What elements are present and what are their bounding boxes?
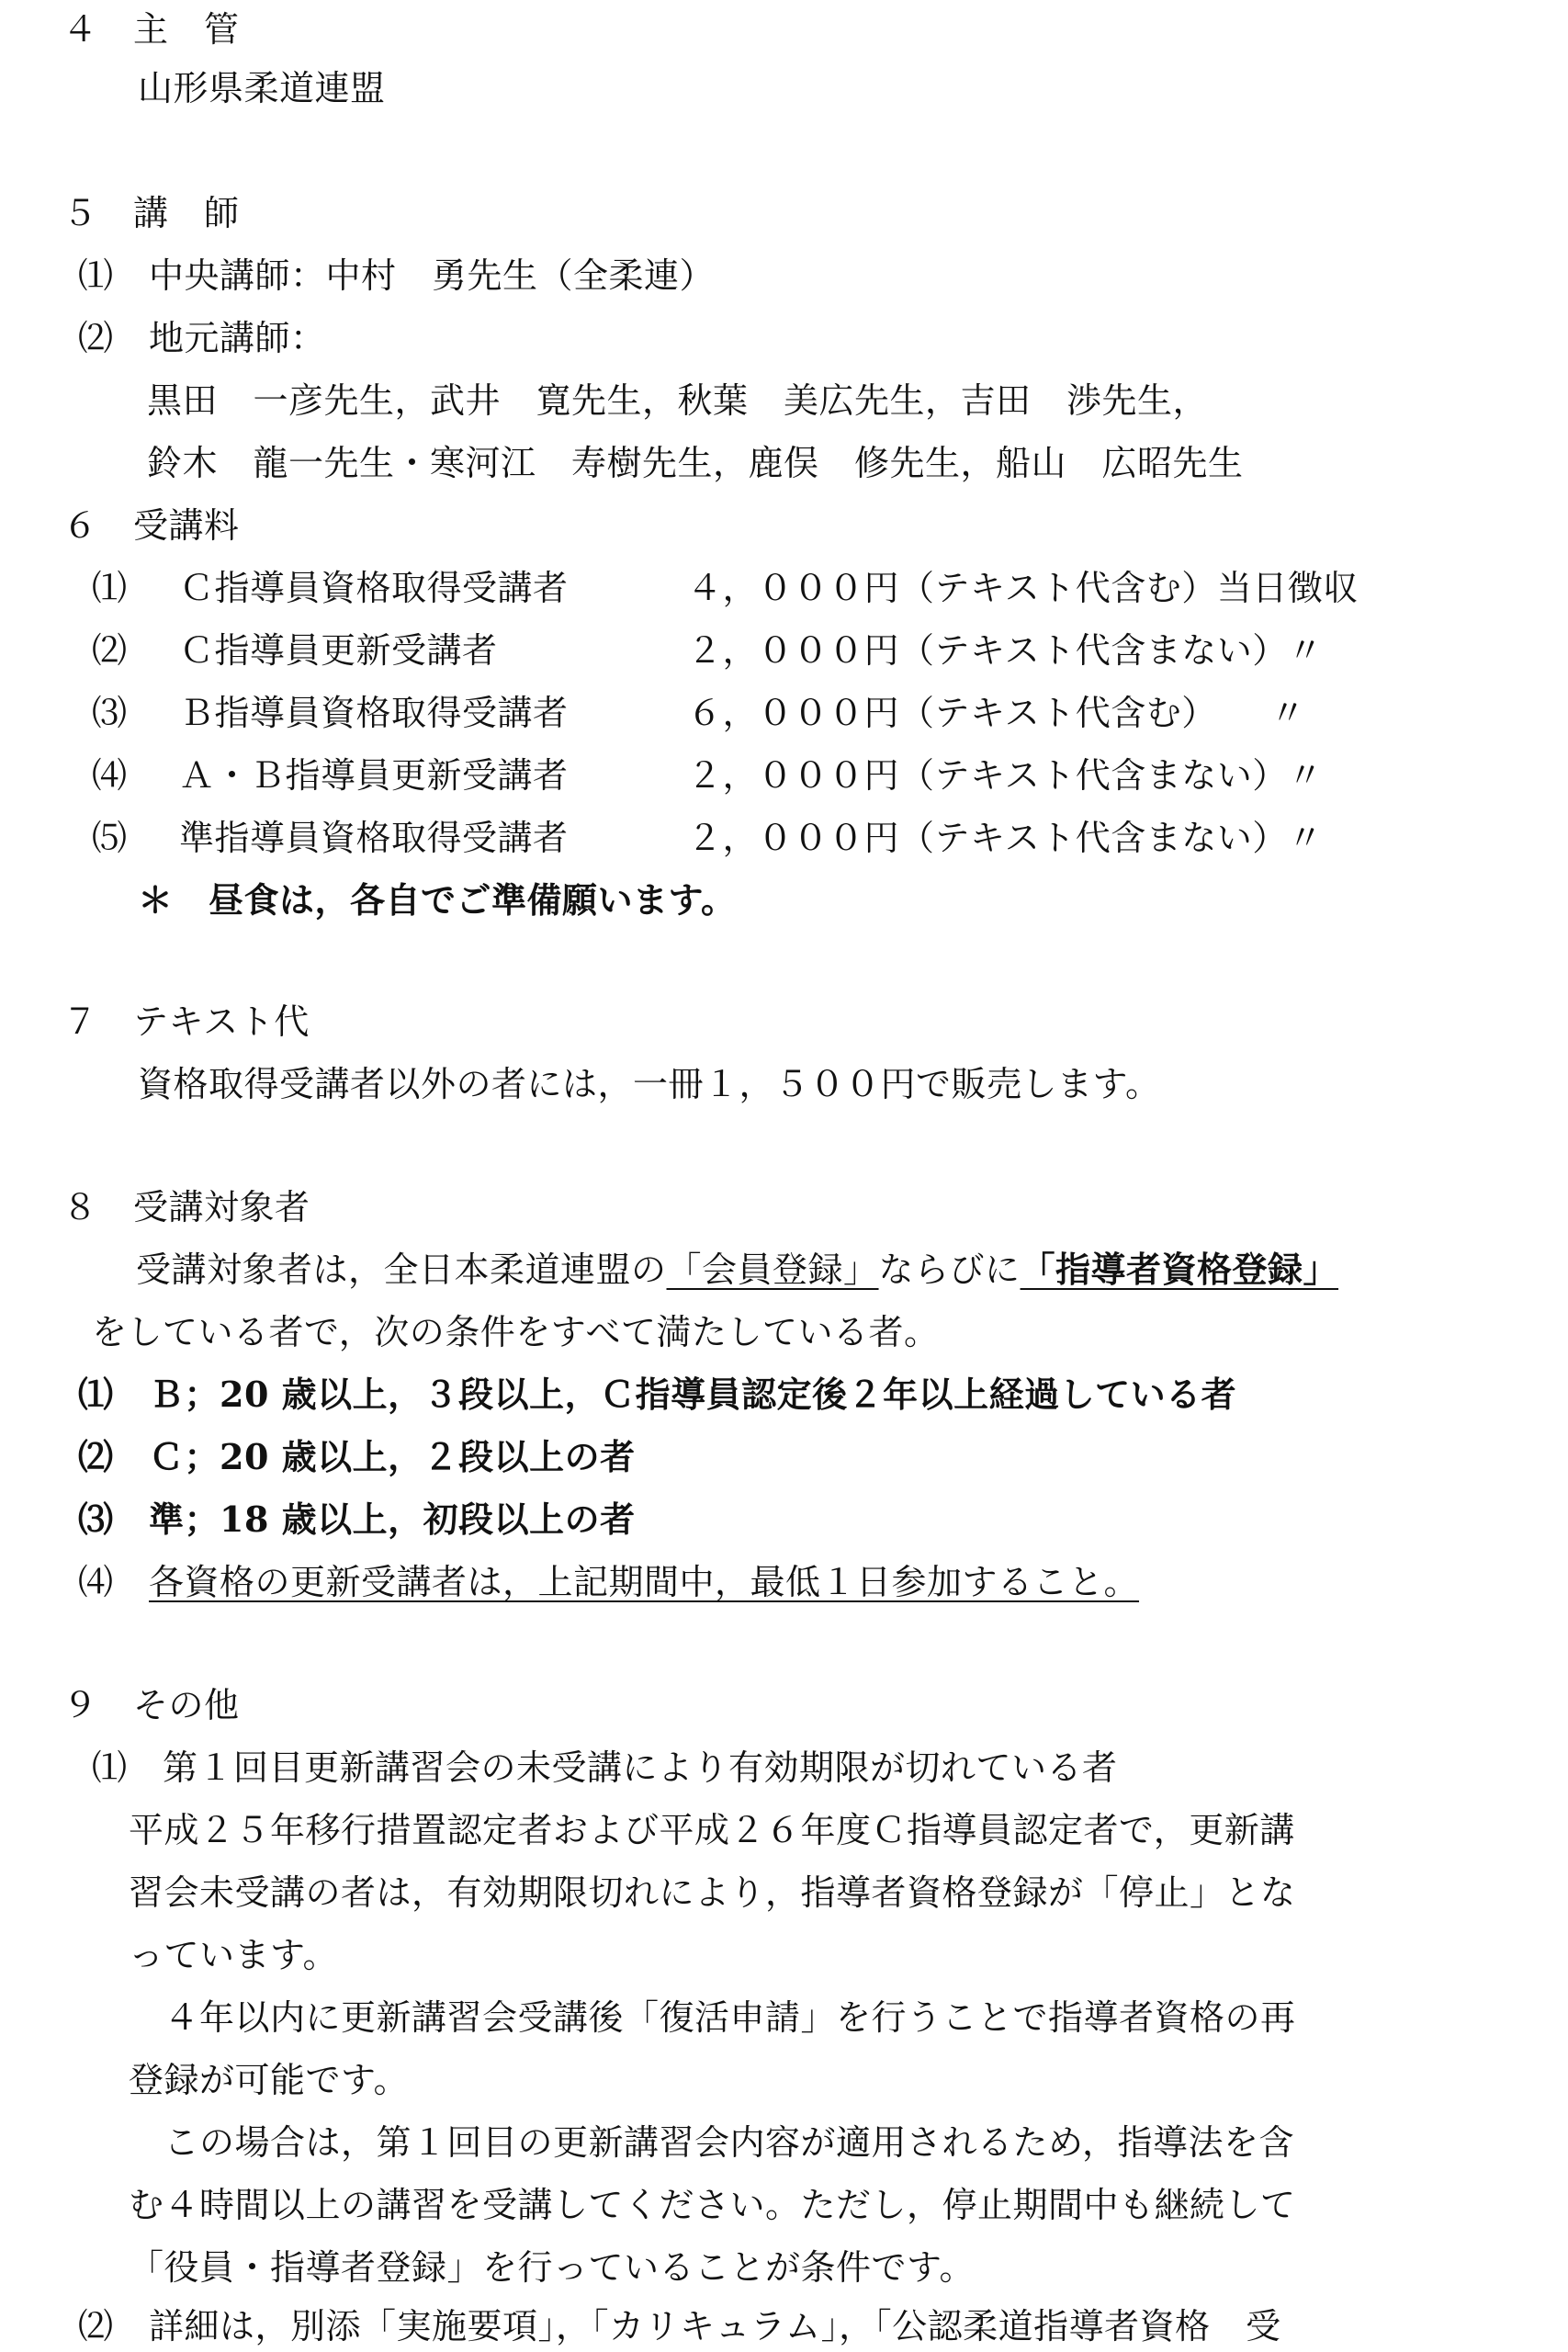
fee-row-number: ⑷: [92, 755, 128, 796]
section-8-intro-line-2: をしている者で，次の条件をすべて満たしている者。: [92, 1312, 940, 1352]
fee-row-name: Ｃ指導員更新受講者: [179, 630, 498, 671]
fee-row-number: ⑶: [92, 693, 128, 733]
section-9-paragraph-line: ４年以内に更新講習会受講後「復活申請」を行うことで指導者資格の再: [129, 1997, 1296, 2038]
section-9-paragraph-line: 「役員・指導者登録」を行っていることが条件です。: [129, 2247, 975, 2288]
section-5-item-2: ⑵ 地元講師：: [78, 318, 326, 358]
section-5-heading: ５ 講 師: [62, 193, 240, 233]
section-8-intro-line-1: [136, 1248, 1338, 1292]
fee-row-fee: ２，０００円（テキスト代含まない）〃: [687, 755, 1324, 796]
section-9-paragraph-line: この場合は，第１回目の更新講習会内容が適用されるため，指導法を含: [129, 2122, 1294, 2163]
section-7-heading: ７ テキスト代: [62, 1001, 310, 1042]
lunch-note: ＊ 昼食は，各自でご準備願います。: [138, 879, 737, 921]
condition-renewal: [78, 1560, 1139, 1604]
condition-c: ⑵ Ｃ；20 歳以上，２段以上の者: [78, 1436, 636, 1477]
section-9-item-1: ⑴ 第１回目更新講習会の未受講により有効期限が切れている者: [92, 1747, 1118, 1788]
section-9-heading: ９ その他: [62, 1685, 240, 1725]
fee-row-number: ⑸: [92, 818, 128, 858]
section-9-paragraph-line: 登録が可能です。: [129, 2060, 409, 2100]
fee-row-name: Ｂ指導員資格取得受講者: [179, 693, 569, 733]
section-4-body: 山形県柔道連盟: [138, 68, 386, 108]
fee-row-fee: ６，０００円（テキスト代含む） 〃: [687, 693, 1306, 733]
section-7-body: 資格取得受講者以外の者には，一冊１，５００円で販売します。: [138, 1064, 1161, 1104]
fee-row-fee: ２，０００円（テキスト代含まない）〃: [687, 630, 1324, 671]
fee-row-fee: ２，０００円（テキスト代含まない）〃: [687, 818, 1324, 858]
condition-associate: ⑶ 準；18 歳以上，初段以上の者: [78, 1498, 636, 1540]
section-9-paragraph-line: む４時間以上の講習を受講してください。ただし，停止期間中も継続して: [129, 2185, 1296, 2225]
section-9-paragraph-line: 習会未受講の者は，有効期限切れにより，指導者資格登録が「停止」とな: [129, 1872, 1296, 1913]
fee-row-number: ⑴: [92, 568, 128, 608]
fee-row-fee: ４，０００円（テキスト代含む）当日徴収: [687, 568, 1359, 608]
section-5-item-1: ⑴ 中央講師：中村 勇先生（全柔連）: [78, 255, 716, 296]
instructor-registration-term: 「指導者資格登録」: [1020, 1249, 1339, 1290]
section-8-heading: ８ 受講対象者: [62, 1187, 310, 1227]
section-5-names-line-2: 鈴木 龍一先生・寒河江 寿樹先生，鹿俣 修先生，船山 広昭先生: [147, 443, 1244, 483]
fee-row-number: ⑵: [92, 630, 128, 671]
condition-renewal-number: ⑷: [78, 1562, 150, 1602]
fee-row-name: 準指導員資格取得受講者: [179, 818, 569, 858]
section-5-names-line-1: 黒田 一彦先生，武井 寛先生，秋葉 美広先生，吉田 渉先生，: [147, 380, 1209, 421]
fee-row-name: Ｃ指導員資格取得受講者: [179, 568, 569, 608]
intro-connector: ならびに: [878, 1250, 1021, 1290]
fee-row-name: Ａ・Ｂ指導員更新受講者: [179, 755, 569, 796]
section-9-paragraph-line: 平成２５年移行措置認定者および平成２６年度Ｃ指導員認定者で，更新講: [129, 1810, 1295, 1850]
section-6-heading: ６ 受講料: [62, 505, 240, 546]
section-9-item-2: ⑵ 詳細は，別添「実施要項」，「カリキュラム」，「公認柔道指導者資格 受: [78, 2306, 1281, 2346]
condition-b: ⑴ Ｂ；20 歳以上，３段以上，Ｃ指導員認定後２年以上経過している者: [78, 1374, 1237, 1415]
section-9-paragraph-line: っています。: [129, 1935, 338, 1975]
member-registration-term: 「会員登録」: [666, 1250, 879, 1290]
condition-renewal-text: 各資格の更新受講者は，上記期間中，最低１日参加すること。: [149, 1562, 1140, 1602]
intro-text: 受講対象者は，全日本柔道連盟の: [136, 1250, 667, 1290]
section-4-heading: ４ 主 管: [62, 9, 240, 50]
